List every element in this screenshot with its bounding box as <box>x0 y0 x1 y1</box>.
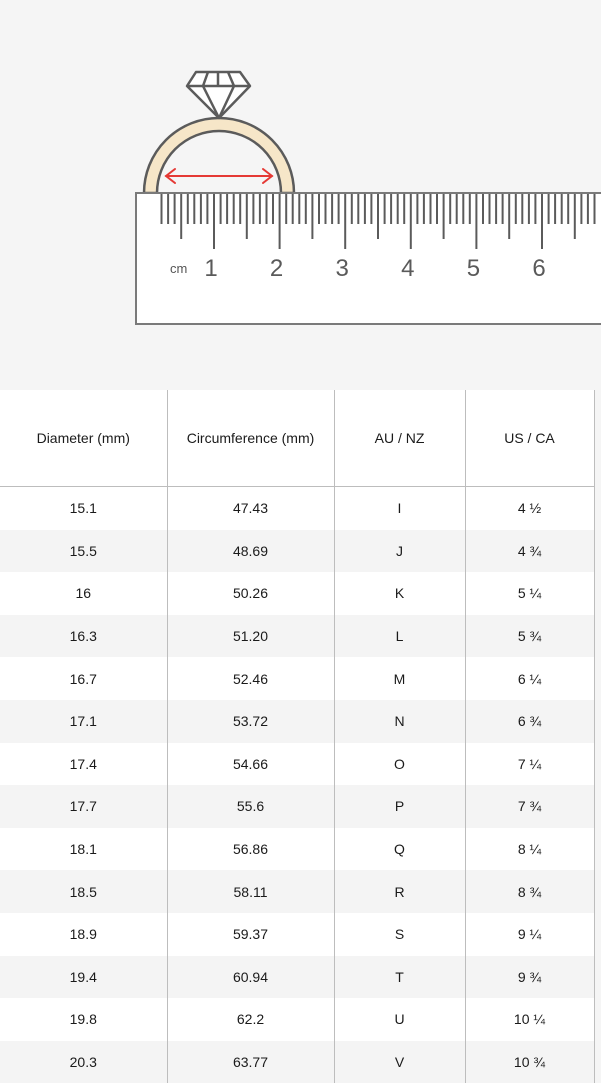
cell-us-ca: 6 ¾ <box>465 700 594 743</box>
header-au-nz: AU / NZ <box>334 390 465 487</box>
cell-us-ca: 8 ¼ <box>465 828 594 871</box>
cell-diameter: 18.1 <box>0 828 167 871</box>
diamond-icon <box>187 72 250 118</box>
cell-diameter: 20.3 <box>0 1041 167 1083</box>
cell-diameter: 16.3 <box>0 615 167 658</box>
table-row <box>0 785 594 828</box>
cell-circumference: 53.72 <box>167 700 334 743</box>
ring-size-table <box>0 390 595 1083</box>
header-diameter: Diameter (mm) <box>0 390 167 487</box>
table-row <box>0 998 594 1041</box>
cell-circumference: 48.69 <box>167 530 334 573</box>
cell-diameter: 15.1 <box>0 487 167 530</box>
ruler-number: 5 <box>466 255 481 282</box>
cell-diameter: 17.4 <box>0 743 167 786</box>
cell-au-nz: R <box>334 870 465 913</box>
cell-au-nz: O <box>334 743 465 786</box>
cell-diameter: 17.7 <box>0 785 167 828</box>
table-row <box>0 1041 594 1083</box>
cell-au-nz: P <box>334 785 465 828</box>
cell-us-ca: 8 ¾ <box>465 870 594 913</box>
cell-diameter: 16.7 <box>0 657 167 700</box>
cell-us-ca: 4 ¾ <box>465 530 594 573</box>
cell-diameter: 19.4 <box>0 956 167 999</box>
table-row <box>0 913 594 956</box>
cell-circumference: 59.37 <box>167 913 334 956</box>
cell-diameter: 15.5 <box>0 530 167 573</box>
cell-diameter: 17.1 <box>0 700 167 743</box>
cell-circumference: 47.43 <box>167 487 334 530</box>
cell-au-nz: T <box>334 956 465 999</box>
cell-au-nz: V <box>334 1041 465 1083</box>
table-header-row <box>0 390 594 487</box>
cell-diameter: 19.8 <box>0 998 167 1041</box>
table-row <box>0 828 594 871</box>
ring-band <box>144 118 294 193</box>
cell-au-nz: N <box>334 700 465 743</box>
table-row <box>0 615 594 658</box>
cell-circumference: 50.26 <box>167 572 334 615</box>
cell-au-nz: K <box>334 572 465 615</box>
cell-circumference: 52.46 <box>167 657 334 700</box>
cell-au-nz: I <box>334 487 465 530</box>
ruler-number: 1 <box>204 255 218 282</box>
cell-circumference: 55.6 <box>167 785 334 828</box>
cell-circumference: 58.11 <box>167 870 334 913</box>
cell-au-nz: J <box>334 530 465 573</box>
cell-diameter: 16 <box>0 572 167 615</box>
cell-circumference: 51.20 <box>167 615 334 658</box>
cell-circumference: 54.66 <box>167 743 334 786</box>
unit-label: cm <box>170 261 188 276</box>
cell-au-nz: M <box>334 657 465 700</box>
table-row <box>0 572 594 615</box>
cell-diameter: 18.9 <box>0 913 167 956</box>
cell-us-ca: 9 ¼ <box>465 913 594 956</box>
ruler-number: 4 <box>401 255 415 282</box>
cell-us-ca: 6 ¼ <box>465 657 594 700</box>
cell-us-ca: 5 ¼ <box>465 572 594 615</box>
table-row <box>0 743 594 786</box>
header-us-ca: US / CA <box>465 390 594 487</box>
header-circumference: Circumference (mm) <box>167 390 334 487</box>
table-row <box>0 956 594 999</box>
cell-us-ca: 9 ¾ <box>465 956 594 999</box>
cell-circumference: 62.2 <box>167 998 334 1041</box>
cell-au-nz: S <box>334 913 465 956</box>
table-row <box>0 487 594 530</box>
table-row <box>0 657 594 700</box>
table-row <box>0 530 594 573</box>
ruler-number: 3 <box>335 255 349 282</box>
cell-au-nz: Q <box>334 828 465 871</box>
cell-circumference: 63.77 <box>167 1041 334 1083</box>
diameter-arrow-icon <box>166 169 272 183</box>
cell-us-ca: 7 ¾ <box>465 785 594 828</box>
ring-ruler-illustration <box>0 0 601 390</box>
cell-us-ca: 10 ¾ <box>465 1041 594 1083</box>
cell-us-ca: 5 ¾ <box>465 615 594 658</box>
cell-au-nz: L <box>334 615 465 658</box>
cell-au-nz: U <box>334 998 465 1041</box>
cell-circumference: 60.94 <box>167 956 334 999</box>
ruler-number: 2 <box>269 255 284 282</box>
table-row <box>0 700 594 743</box>
cell-diameter: 18.5 <box>0 870 167 913</box>
ruler-number: 6 <box>532 255 546 282</box>
cell-us-ca: 10 ¼ <box>465 998 594 1041</box>
cell-us-ca: 7 ¼ <box>465 743 594 786</box>
table-row <box>0 870 594 913</box>
cell-circumference: 56.86 <box>167 828 334 871</box>
cell-us-ca: 4 ½ <box>465 487 594 530</box>
ring-icon <box>144 118 294 193</box>
